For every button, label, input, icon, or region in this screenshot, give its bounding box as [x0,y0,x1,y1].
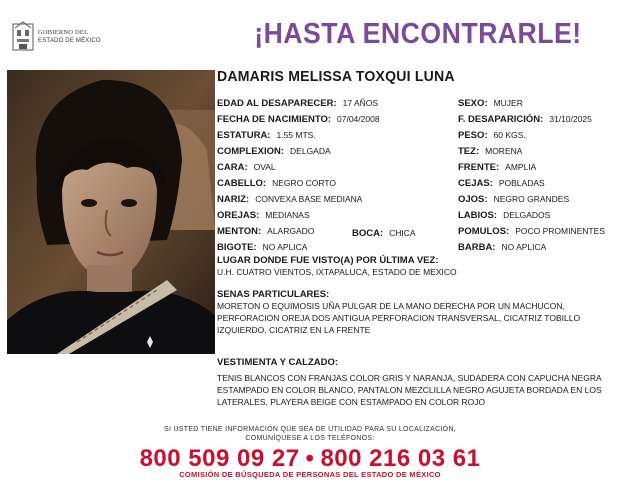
phone-1[interactable]: 800 509 09 27 [139,445,300,472]
cejas-label: CEJAS: [458,178,493,189]
field-edad [217,97,378,110]
field-labios [458,209,550,222]
phone-numbers [0,445,620,473]
peso-value: 60 KGS. [493,130,526,140]
field-orejas [217,209,310,222]
nariz-label: NARIZ: [217,194,250,205]
nacimiento-label: FECHA DE NACIMIENTO: [217,114,331,125]
field-complexion [217,145,331,158]
field-frente [458,161,536,174]
field-nariz [217,193,362,206]
frente-value: AMPLIA [505,162,537,172]
menton-value: ALARGADO [267,226,315,236]
vestimenta-text: TENIS BLANCOS CON FRANJAS COLOR GRIS Y NARANJA, SUDADERA CON CAPUCHA NEGRA ESTAMPADO EN COLOR BLANCO, PANTALON MEZCLILLA NEGRO AGUJETA BORDADA EN LOS LATERALES, PLAYERA BEIGE CON ESTAMPADO EN COLOR ROJO [217,373,602,407]
field-pomulos [458,225,605,238]
edad-label: EDAD AL DESAPARECER: [217,98,337,109]
footer-note-line-2: COMUNÍQUESE A LOS TELÉFONOS: [245,435,375,442]
last-seen-text: U.H. CUATRO VIENTOS, IXTAPALUCA, ESTADO DE MEXICO [217,267,457,277]
particulares-title: SENAS PARTICULARES: [217,289,330,300]
sexo-label: SEXO: [458,98,488,109]
phone-2[interactable]: 800 216 03 61 [320,445,481,472]
field-boca [352,227,416,240]
orejas-value: MEDIANAS [265,210,310,220]
cejas-value: POBLADAS [498,178,545,188]
field-ojos [458,193,569,206]
field-sexo [458,97,523,110]
frente-label: FRENTE: [458,162,500,173]
commission-name: COMISIÓN DE BÚSQUEDA DE PERSONAS DEL ESTADO DE MÉXICO [179,470,441,479]
complexion-label: COMPLEXION: [217,146,285,157]
cara-value: OVAL [253,162,276,172]
cabello-label: CABELLO: [217,178,267,189]
cara-label: CARA: [217,162,248,173]
orejas-label: OREJAS: [217,210,260,221]
tez-label: TEZ: [458,146,480,157]
nariz-value: CONVEXA BASE MEDIANA [255,194,363,204]
boca-label: BOCA: [352,228,384,239]
bigote-label: BIGOTE: [217,242,257,253]
last-seen-title: LUGAR DONDE FUE VISTO(A) POR ÚLTIMA VEZ: [217,255,439,266]
peso-label: PESO: [458,130,488,141]
field-estatura [217,129,316,142]
footer-note-line-1: SI USTED TIENE INFORMACIÓN QUE SEA DE UTILIDAD PARA SU LOCALIZACIÓN, [163,426,457,433]
field-barba [458,241,546,254]
nacimiento-value: 07/04/2008 [337,114,380,124]
sexo-value: MUJER [493,98,523,108]
estatura-label: ESTATURA: [217,130,271,141]
field-desaparicion [458,113,592,126]
pomulos-value: POCO PROMINENTES [515,226,605,236]
boca-value: CHICA [389,228,416,238]
tez-value: MORENA [485,146,523,156]
pomulos-label: POMULOS: [458,226,510,237]
logo-line-1: GOBIERNO DEL [38,29,89,36]
barba-label: BARBA: [458,242,496,253]
logo-line-2: ESTADO DE MÉXICO [38,38,101,44]
field-cara [217,161,276,174]
person-name: DAMARIS MELISSA TOXQUI LUNA [217,68,455,85]
field-cabello [217,177,336,190]
barba-value: NO APLICA [501,242,547,252]
cabello-value: NEGRO CORTO [272,178,336,188]
field-menton [217,225,314,238]
desaparicion-value: 31/10/2025 [549,114,592,124]
headline-banner [252,10,584,58]
field-peso [458,129,526,142]
estatura-value: 1.55 MTS. [276,130,316,140]
labios-value: DELGADOS [503,210,551,220]
headline-text: ¡HASTA ENCONTRARLE! [254,17,582,50]
ojos-value: NEGRO GRANDES [493,194,570,204]
phone-separator: • [305,445,315,472]
field-nacimiento [217,113,380,126]
field-cejas [458,177,545,190]
missing-person-photo [7,70,215,354]
government-logo [10,18,140,54]
ojos-label: OJOS: [458,194,488,205]
edad-value: 17 AÑOS [342,98,379,108]
logo-text [38,29,101,45]
field-bigote [217,241,307,254]
desaparicion-label: F. DESAPARICIÓN: [458,114,544,125]
field-tez [458,145,522,158]
particulares-text: MORETON O EQUIMOSIS UÑA PULGAR DE LA MANO DERECHA POR UN MACHUCON, PERFORACION OREJA DOS ANTIGUA PERFORACION TRANSVERSAL, CICATRIZ TOBILLO IZQUIERDO, CICATRIZ EN LA FRENTE [217,301,581,335]
portrait-illustration [7,70,215,354]
labios-label: LABIOS: [458,210,498,221]
complexion-value: DELGADA [290,146,331,156]
state-emblem-icon [10,18,36,52]
menton-label: MENTON: [217,226,262,237]
bigote-value: NO APLICA [262,242,308,252]
vestimenta-title: VESTIMENTA Y CALZADO: [217,357,339,368]
